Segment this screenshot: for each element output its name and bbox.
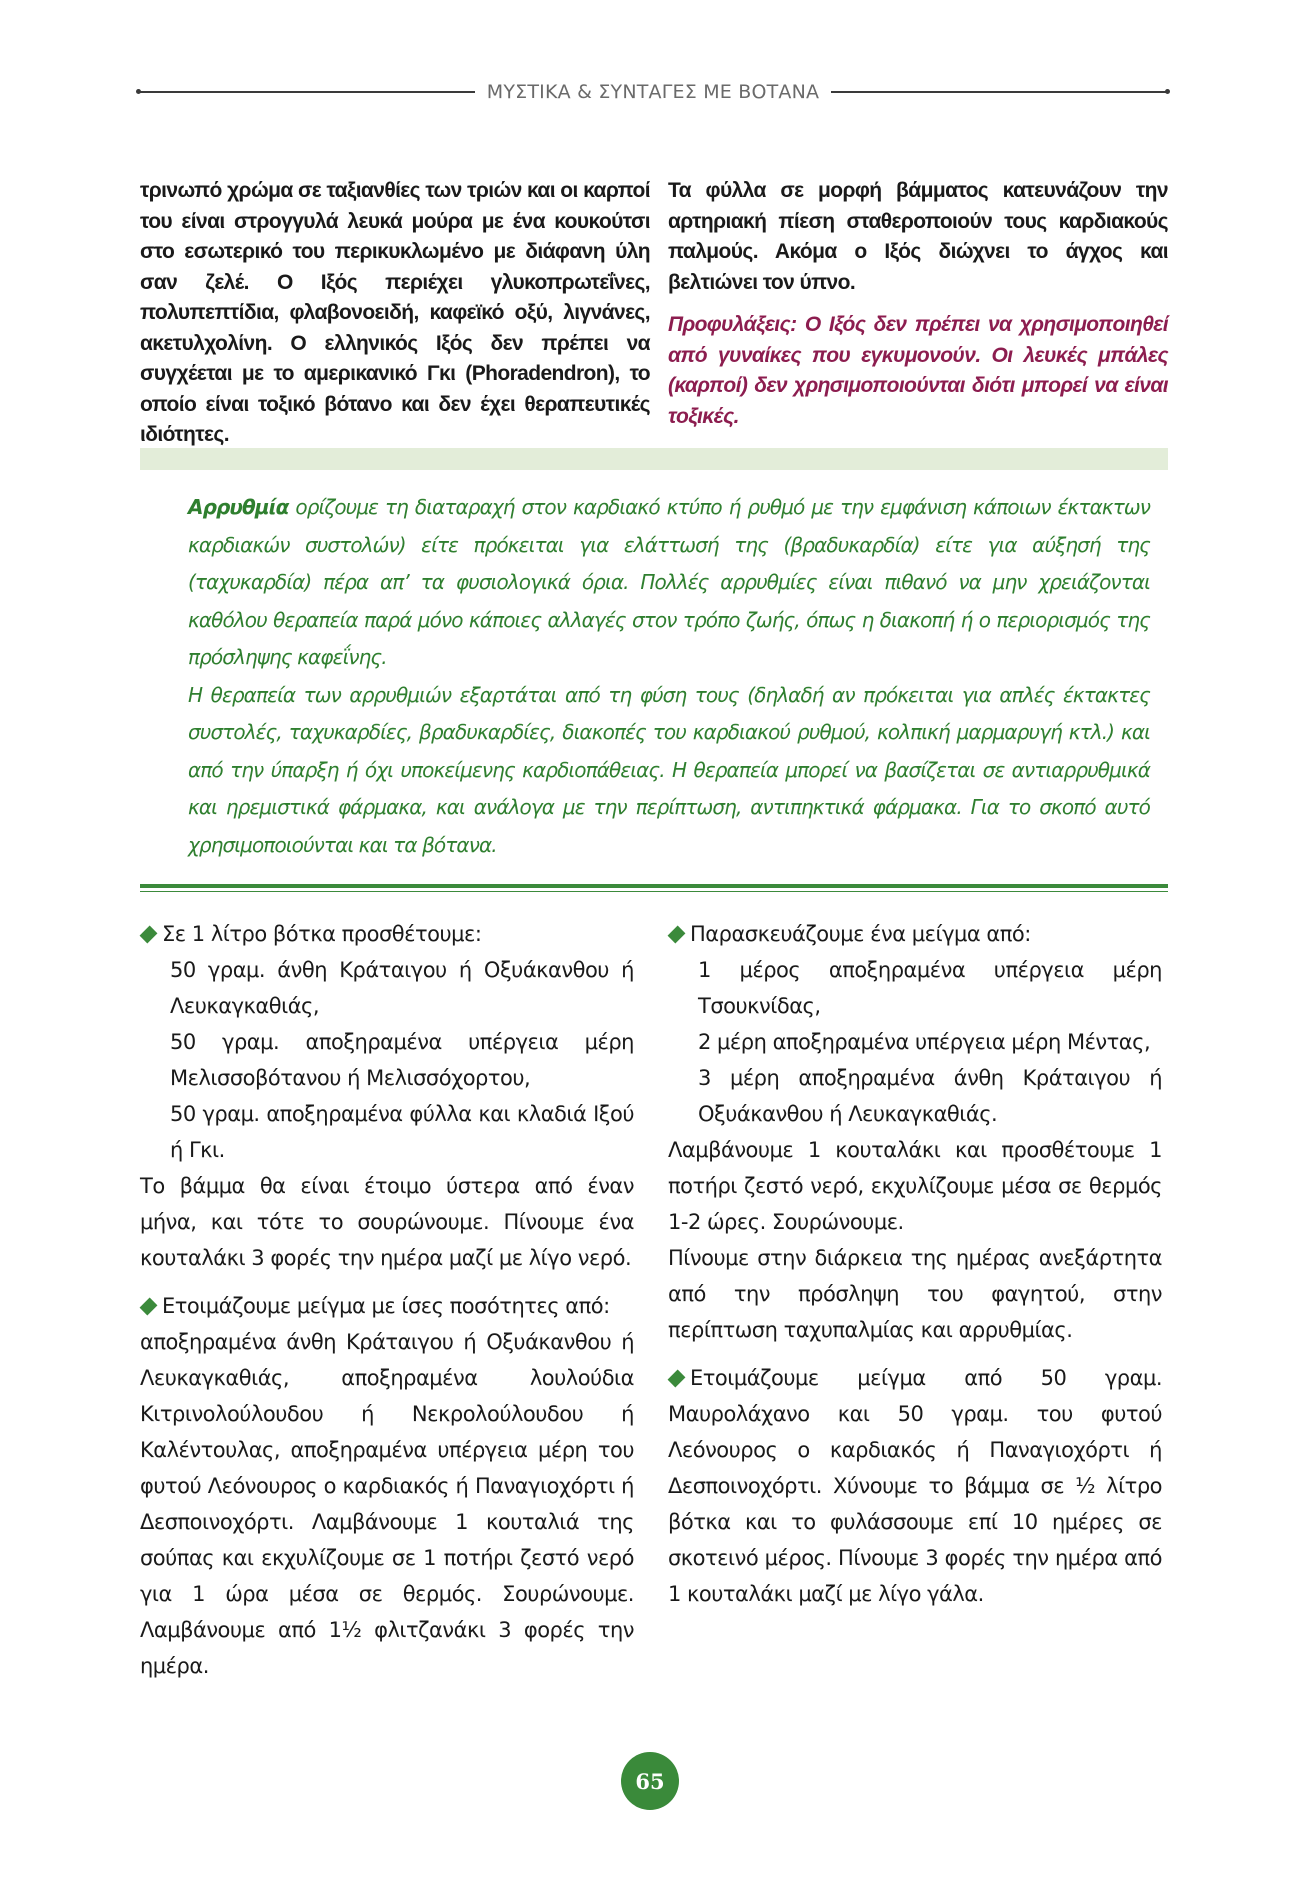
top-right-column <box>668 176 1168 432</box>
ingredient-item: 2 μέρη αποξηραμένα υπέργεια μέρη Μέντας, <box>698 1030 1151 1054</box>
recipe-heading-text: Σε 1 λίτρο βότκα προσθέτουμε: <box>162 922 482 946</box>
recipe-heading-text: Παρασκευάζουμε ένα μείγμα από: <box>690 922 1031 946</box>
arrhythmia-definition <box>188 489 1150 677</box>
recipe-heading <box>140 1288 634 1324</box>
ingredient-item: 1 μέρος αποξηραμένα υπέργεια μέρη Τσουκνίδας, <box>698 958 1162 1018</box>
double-rule-divider <box>140 884 1168 892</box>
diamond-bullet-icon <box>140 925 158 943</box>
recipes-left-column <box>140 916 634 1684</box>
precautions-paragraph <box>668 310 1168 432</box>
arrhythmia-info-box <box>188 489 1150 864</box>
recipe-heading-text: Ετοιμάζουμε μείγμα με ίσες ποσότητες από: <box>162 1294 610 1318</box>
recipe-heading <box>668 916 1162 952</box>
diamond-bullet-icon <box>668 1369 686 1387</box>
recipe-instructions: Το βάμμα θα είναι έτοιμο ύστερα από έναν μήνα, και τότε το σουρώνουμε. Πίνουμε ένα κουταλάκι 3 φορές την ημέρα μαζί με λίγο νερό. <box>140 1174 634 1270</box>
diamond-bullet-icon <box>140 1297 158 1315</box>
header-rule-left <box>138 91 475 93</box>
arrhythmia-treatment: Η θεραπεία των αρρυθμιών εξαρτάται από τη φύση τους (δηλαδή αν πρόκειται για απλές έκτακτες συστολές, ταχυκαρδίες, βραδυκαρδίες, διακοπές του καρδιακού ρυθμού, κολπική μαρμαρυγή κτλ.) και από την ύπαρξη ή όχι υποκείμενης καρδιοπάθειας. Η θεραπεία μπορεί να βασίζεται σε αντιαρρυθμικά και ηρεμιστικά φάρμακα, και ανάλογα με την περίπτωση, αντιπηκτικά φάρμακα. Για το σκοπό αυτό χρησιμοποιούνται και τα βότανα. <box>188 682 1150 857</box>
recipe-instructions: αποξηραμένα άνθη Κράταιγου ή Οξυάκανθου ή Λευκαγκαθιάς, αποξηραμένα λουλούδια Κιτρινολούλουδου ή Νεκρολούλουδου ή Καλέντουλας, αποξηραμένα υπέργεια μέρη του φυτού Λεόνουρος ο καρδιακός ή Παναγιοχόρτι ή Δεσποινοχόρτι. Λαμβάνουμε 1 κουταλιά της σούπας και εκχυλίζουμε σε 1 ποτήρι ζεστό νερό για 1 ώρα μέσα σε θερμός. Σουρώνουμε. Λαμβάνουμε από 1½ φλιτζανάκι 3 φορές την ημέρα. <box>140 1330 634 1678</box>
ixos-benefits-paragraph: Τα φύλλα σε μορφή βάμματος κατευνάζουν την αρτηριακή πίεση σταθεροποιούν τους καρδιακούς παλμούς. Ακόμα ο Ιξός διώχνει το άγχος και βελτιώνει τον ύπνο. <box>668 179 1168 294</box>
recipes-right-column <box>668 916 1162 1612</box>
header-title: ΜΥΣΤΙΚΑ & ΣΥΝΤΑΓΕΣ ΜΕ ΒΟΤΑΝΑ <box>486 81 820 103</box>
header-rule-right <box>831 91 1168 93</box>
ingredient-item: 3 μέρη αποξηραμένα άνθη Κράταιγου ή Οξυάκανθου ή Λευκαγκαθιάς. <box>698 1066 1162 1126</box>
green-divider-band <box>140 448 1168 470</box>
diamond-bullet-icon <box>668 925 686 943</box>
recipe-instructions: Πίνουμε στην διάρκεια της ημέρας ανεξάρτητα από την πρόσληψη του φαγητού, στην περίπτωση ταχυπαλμίας και αρρυθμίας. <box>668 1246 1162 1342</box>
running-header <box>138 80 1168 104</box>
ingredient-item: 50 γραμ. αποξηραμένα φύλλα και κλαδιά Ιξού ή Γκι. <box>170 1102 634 1162</box>
recipe-heading-text: Ετοιμάζουμε μείγμα από 50 γραμ. Μαυρολάχανο και 50 γραμ. του φυτού Λεόνουρος ο καρδιακός ή Παναγιοχόρτι ή Δεσποινοχόρτι. Χύνουμε το βάμμα σε ½ λίτρο βότκα και το φυλάσσουμε επί 10 ημέρες σε σκοτεινό μέρος. Πίνουμε 3 φορές την ημέρα από 1 κουταλάκι μαζί με λίγο γάλα. <box>668 1366 1162 1606</box>
ingredient-item: 50 γραμ. άνθη Κράταιγου ή Οξυάκανθου ή Λευκαγκαθιάς, <box>170 958 634 1018</box>
arrhythmia-definition-text: ορίζουμε τη διαταραχή στον καρδιακό κτύπο ή ρυθμό με την εμφάνιση κάποιων έκτακτων καρδιακών συστολών) είτε πρόκειται για ελάττωσή της (βραδυκαρδία) είτε για αύξησή της (ταχυκαρδία) πέρα απ’ τα φυσιολογικά όρια. Πολλές αρρυθμίες είναι πιθανό να μην χρειάζονται καθόλου θεραπεία παρά μόνο κάποιες αλλαγές στον τρόπο ζωής, όπως η διακοπή ή ο περιορισμός της πρόσληψης καφεΐνης. <box>188 495 1150 669</box>
arrhythmia-term: Αρρυθμία <box>188 495 289 519</box>
ingredient-item: 50 γραμ. αποξηραμένα υπέργεια μέρη Μελισσοβότανου ή Μελισσόχορτου, <box>170 1030 634 1090</box>
recipe-heading <box>140 916 634 952</box>
ixos-description-paragraph: τρινωπό χρώμα σε ταξιανθίες των τριών και οι καρποί του είναι στρογγυλά λευκά μούρα με ένα κουκούτσι στο εσωτερικό του περικυκλωμένο με διάφανη ύλη σαν ζελέ. Ο Ιξός περιέχει γλυκοπρωτεΐνες, πολυπεπτίδια, φλαβονοειδή, καφεϊκό οξύ, λιγνάνες, ακετυλχολίνη. Ο ελληνικός Ιξός δεν πρέπει να συγχέεται με το αμερικανικό Γκι (Phoradendron), το οποίο είναι τοξικό βότανο και δεν έχει θεραπευτικές ιδιότητες. <box>140 179 650 446</box>
top-left-column <box>140 176 650 451</box>
precautions-label: Προφυλάξεις: <box>668 313 797 336</box>
page-number-badge: 65 <box>621 1752 679 1810</box>
recipe-heading <box>668 1360 1162 1612</box>
recipe-instructions: Λαμβάνουμε 1 κουταλάκι και προσθέτουμε 1 ποτήρι ζεστό νερό, εκχυλίζουμε μέσα σε θερμός 1-2 ώρες. Σουρώνουμε. <box>668 1138 1162 1234</box>
precautions-text: Ο Ιξός δεν πρέπει να χρησιμοποιηθεί από γυναίκες που εγκυμονούν. Οι λευκές μπάλες (καρποί) δεν χρησιμοποιούνται διότι μπορεί να είναι τοξικές. <box>668 313 1168 428</box>
